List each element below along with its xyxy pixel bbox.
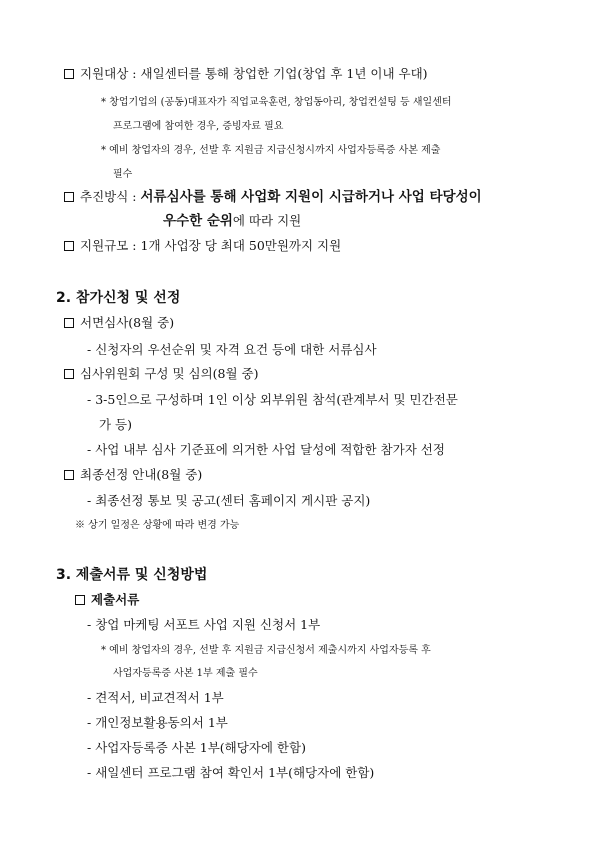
document-item: - 새일센터 프로그램 참여 확인서 1부(해당자에 한함) bbox=[87, 765, 375, 780]
section2-item-3 bbox=[64, 467, 202, 483]
section3-subheading: 제출서류 bbox=[91, 592, 140, 607]
section3-subheading-row bbox=[75, 592, 139, 608]
section2-sub: - 사업 내부 심사 기준표에 의거한 사업 달성에 적합한 참가자 선정 bbox=[87, 442, 445, 457]
checkbox-square-icon bbox=[64, 69, 74, 79]
document-item: - 창업 마케팅 서포트 사업 지원 신청서 1부 bbox=[87, 617, 321, 632]
scale-row bbox=[64, 238, 341, 254]
target-note-1-line1: * 창업기업의 (공동)대표자가 직업교육훈련, 창업동아리, 창업컨설팅 등 새일센터 bbox=[101, 97, 452, 108]
checkbox-square-icon bbox=[64, 192, 74, 202]
checkbox-square-icon bbox=[64, 369, 74, 379]
section2-sub-continued: 가 등) bbox=[99, 417, 133, 432]
method-line2 bbox=[163, 213, 301, 229]
scale-text: 1개 사업장 당 최대 50만원까지 지원 bbox=[140, 238, 342, 253]
section2-item-title: 서면심사(8월 중) bbox=[80, 315, 175, 330]
support-target-row bbox=[64, 66, 428, 82]
target-note-2-line1: * 예비 창업자의 경우, 선발 후 지원금 지급신청시까지 사업자등록증 사본 제출 bbox=[101, 145, 441, 156]
checkbox-square-icon bbox=[64, 241, 74, 251]
section2-heading: 2. 참가신청 및 선정 bbox=[56, 290, 181, 306]
section2-sub: - 최종선정 통보 및 공고(센터 홈페이지 게시판 공지) bbox=[87, 493, 371, 508]
method-row bbox=[64, 189, 482, 205]
method-rest-line2: 에 따라 지원 bbox=[232, 213, 302, 228]
section2-item-title: 심사위원회 구성 및 심의(8월 중) bbox=[80, 366, 259, 381]
document-note-line1: * 예비 창업자의 경우, 선발 후 지원금 지급신청서 제출시까지 사업자등록 후 bbox=[101, 645, 431, 656]
scale-label: 지원규모 : bbox=[80, 238, 137, 253]
section2-item-2 bbox=[64, 366, 259, 382]
document-item: - 견적서, 비교견적서 1부 bbox=[87, 690, 224, 705]
method-bold-line1: 서류심사를 통해 사업화 지원이 시급하거나 사업 타당성이 bbox=[140, 189, 482, 205]
target-note-2-line2: 필수 bbox=[113, 169, 133, 180]
target-note-1-line2: 프로그램에 참여한 경우, 증빙자료 필요 bbox=[113, 121, 284, 132]
section2-sub: - 3-5인으로 구성하며 1인 이상 외부위원 참석(관계부서 및 민간전문 bbox=[87, 392, 458, 407]
section2-item-1 bbox=[64, 315, 174, 331]
checkbox-square-icon bbox=[64, 470, 74, 480]
section3-heading: 3. 제출서류 및 신청방법 bbox=[56, 567, 208, 583]
checkbox-square-icon bbox=[64, 318, 74, 328]
document-note-line2: 사업자등록증 사본 1부 제출 필수 bbox=[113, 668, 258, 679]
section2-item-title: 최종선정 안내(8월 중) bbox=[80, 467, 203, 482]
document-item: - 개인정보활용동의서 1부 bbox=[87, 715, 228, 730]
section2-footnote: ※ 상기 일정은 상황에 따라 변경 가능 bbox=[75, 520, 240, 531]
checkbox-square-icon bbox=[75, 595, 85, 605]
support-target-text: 새일센터를 통해 창업한 기업(창업 후 1년 이내 우대) bbox=[140, 66, 428, 81]
support-target-label: 지원대상 : bbox=[80, 66, 137, 81]
method-bold-line2: 우수한 순위 bbox=[163, 213, 233, 229]
method-label: 추진방식 : bbox=[80, 189, 137, 204]
document-item: - 사업자등록증 사본 1부(해당자에 한함) bbox=[87, 740, 306, 755]
section2-sub: - 신청자의 우선순위 및 자격 요건 등에 대한 서류심사 bbox=[87, 342, 377, 357]
